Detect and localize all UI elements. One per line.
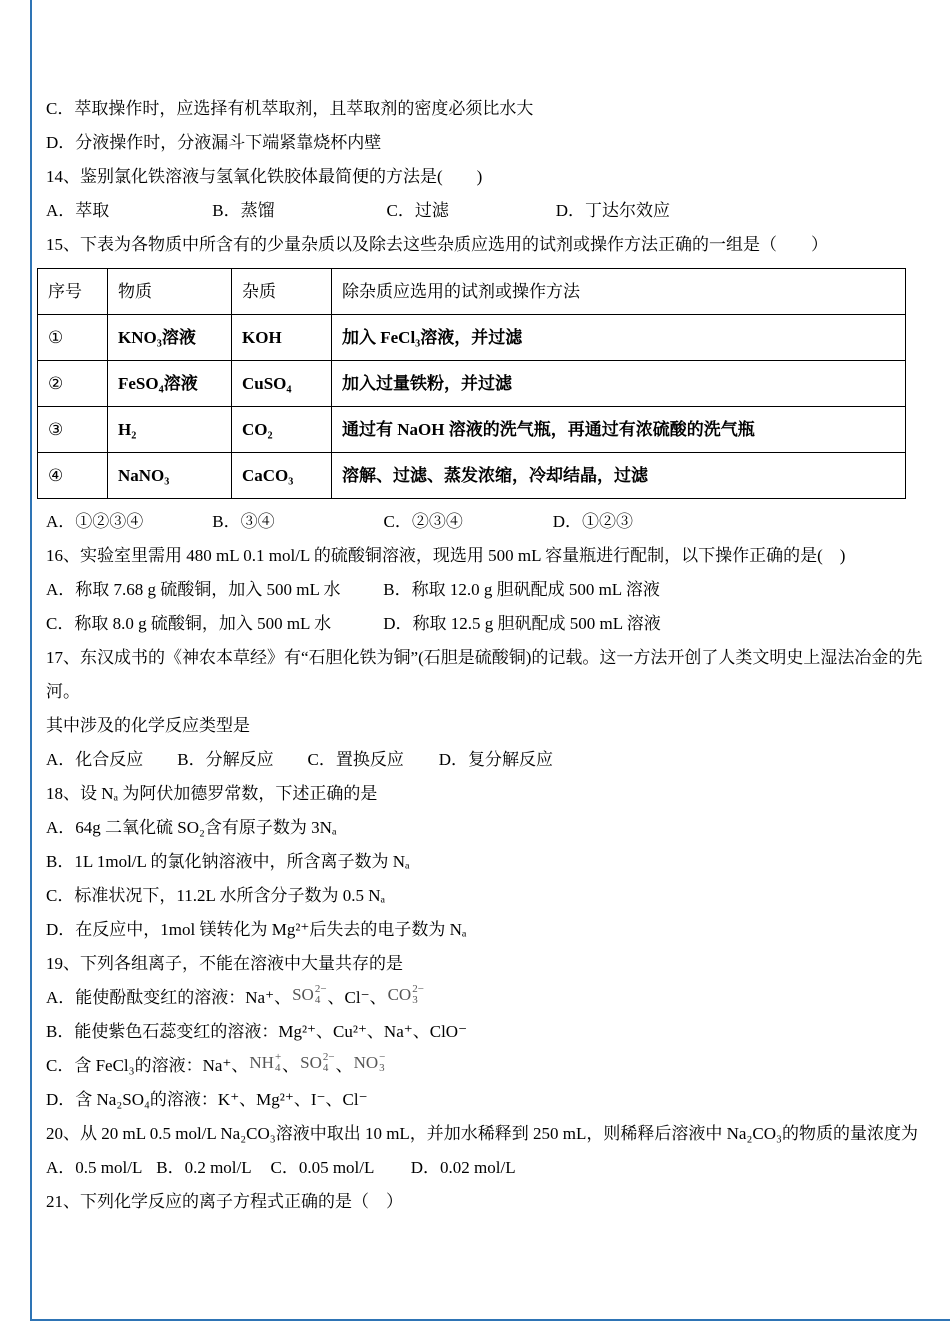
formula-subscript: 3 [412, 994, 418, 1006]
q20-option-c: C．0.05 mol/L [270, 1158, 375, 1177]
q17-option-c: C．置换反应 [307, 750, 404, 769]
formula-subscript: 4 [274, 1062, 281, 1074]
formula-base: NO [353, 1053, 379, 1072]
table-row-1 [38, 315, 906, 361]
q19-option-b: B．能使紫色石蕊变红的溶液：Mg²⁺、Cu²⁺、Na⁺、ClO⁻ [46, 1022, 468, 1041]
q20-options-row [46, 1151, 934, 1185]
q14-option-c: C．过滤 [386, 201, 449, 220]
q18-option-c: C．标准状况下，11.2L 水所含分子数为 0.5 Nₐ [46, 886, 386, 905]
formula-base: CO [387, 985, 412, 1004]
formula-scripts [412, 984, 424, 1006]
row1-substance: KNO₃溶液 [108, 315, 232, 361]
row4-method: 溶解、过滤、蒸发浓缩，冷却结晶，过滤 [332, 453, 906, 499]
carbonate-ion-formula [388, 978, 424, 1012]
q19-c-sep2: 、 [335, 1056, 353, 1075]
nitrate-ion-formula [354, 1046, 386, 1080]
q14-option-b: B．蒸馏 [212, 201, 275, 220]
q17-stem-line1: 17、东汉成书的《神农本草经》有“石胆化铁为铜”(石胆是硫酸铜)的记载。这一方法开创了人类文明史上湿法冶金的先河。 [46, 648, 923, 701]
row3-impurity: CO₂ [232, 407, 332, 453]
q18-option-a: A．64g 二氧化硫 SO₂含有原子数为 3Nₐ [46, 818, 337, 837]
q16-options-row-cd [46, 607, 934, 641]
formula-superscript: + [274, 1051, 282, 1063]
formula-superscript: 2− [314, 983, 327, 995]
formula-superscript: 2− [322, 1051, 335, 1063]
q19-a-text: A．能使酚酞变红的溶液：Na⁺、 [46, 988, 292, 1007]
q16-option-c: C．称取 8.0 g 硫酸铜，加入 500 mL 水 [46, 614, 332, 633]
formula-subscript: 4 [314, 994, 321, 1006]
q15-impurity-table [37, 268, 906, 499]
q18-option-d: D．在反应中，1mol 镁转化为 Mg²⁺后失去的电子数为 Nₐ [46, 920, 467, 939]
q17-options-row [46, 743, 934, 777]
q15-options-row [46, 505, 934, 539]
table-header-row [38, 269, 906, 315]
q19-stem: 19、下列各组离子，不能在溶液中大量共存的是 [46, 954, 403, 973]
q19-c-text: C．含 FeCl₃的溶液：Na⁺、 [46, 1056, 249, 1075]
row1-method: 加入 FeCl₃溶液，并过滤 [332, 315, 906, 361]
formula-base: SO [292, 985, 314, 1004]
row1-index: ① [38, 315, 108, 361]
formula-base: NH [249, 1053, 274, 1072]
q14-option-a: A．萃取 [46, 201, 110, 220]
row1-impurity: KOH [232, 315, 332, 361]
q15-option-a: A．①②③④ [46, 512, 144, 531]
formula-superscript: 2− [412, 983, 424, 995]
row3-substance: H₂ [108, 407, 232, 453]
q19-option-a [46, 981, 934, 1015]
header-cell-impurity: 杂质 [232, 269, 332, 315]
q16-option-b: B．称取 12.0 g 胆矾配成 500 mL 溶液 [383, 580, 660, 599]
ammonium-ion-formula [249, 1046, 281, 1080]
row4-index: ④ [38, 453, 108, 499]
sulfate-ion-formula [292, 978, 326, 1012]
table-row-2 [38, 361, 906, 407]
q16-option-a: A．称取 7.68 g 硫酸铜，加入 500 mL 水 [46, 580, 341, 599]
q18-stem: 18、设 Nₐ 为阿伏加德罗常数，下述正确的是 [46, 784, 378, 803]
q20-stem: 20、从 20 mL 0.5 mol/L Na₂CO₃溶液中取出 10 mL，并加水稀释到 250 mL，则稀释后溶液中 Na₂CO₃的物质的量浓度为 [46, 1124, 918, 1143]
formula-subscript: 4 [322, 1062, 329, 1074]
page-border-bottom [30, 1319, 950, 1321]
q15-option-c: C．②③④ [383, 512, 463, 531]
q17-stem-line2: 其中涉及的化学反应类型是 [46, 716, 250, 735]
q18-option-b: B．1L 1mol/L 的氯化钠溶液中，所含离子数为 Nₐ [46, 852, 410, 871]
formula-superscript: − [379, 1051, 386, 1063]
q14-option-d: D．丁达尔效应 [555, 201, 671, 220]
row2-index: ② [38, 361, 108, 407]
formula-scripts [315, 984, 327, 1006]
table-row-4 [38, 453, 906, 499]
row4-impurity: CaCO₃ [232, 453, 332, 499]
q20-option-a: A．0.5 mol/L [46, 1158, 143, 1177]
q15-option-b: B．③④ [212, 512, 275, 531]
sulfate-ion-formula [300, 1046, 334, 1080]
q19-option-d: D．含 Na₂SO₄的溶液：K⁺、Mg²⁺、I⁻、Cl⁻ [46, 1090, 368, 1109]
q17-option-b: B．分解反应 [177, 750, 274, 769]
formula-scripts [323, 1052, 335, 1074]
q19-option-c [46, 1049, 934, 1083]
row2-impurity: CuSO₄ [232, 361, 332, 407]
row2-substance: FeSO₄溶液 [108, 361, 232, 407]
q19-c-sep1: 、 [282, 1056, 300, 1075]
q16-option-d: D．称取 12.5 g 胆矾配成 500 mL 溶液 [383, 614, 661, 633]
q13-option-d: D．分液操作时，分液漏斗下端紧靠烧杯内壁 [46, 133, 382, 152]
q17-option-a: A．化合反应 [46, 750, 144, 769]
header-cell-index: 序号 [38, 269, 108, 315]
row2-method: 加入过量铁粉，并过滤 [332, 361, 906, 407]
header-cell-method: 除杂质应选用的试剂或操作方法 [332, 269, 906, 315]
q21-stem: 21、下列化学反应的离子方程式正确的是（ ） [46, 1192, 403, 1211]
q20-option-d: D．0.02 mol/L [410, 1158, 516, 1177]
row4-substance: NaNO₃ [108, 453, 232, 499]
q14-options-row [46, 194, 934, 228]
table-row-3 [38, 407, 906, 453]
q16-options-row-ab [46, 573, 934, 607]
q14-stem: 14、鉴别氯化铁溶液与氢氧化铁胶体最简便的方法是( ) [46, 167, 483, 186]
row3-method: 通过有 NaOH 溶液的洗气瓶，再通过有浓硫酸的洗气瓶 [332, 407, 906, 453]
q13-option-c: C．萃取操作时，应选择有机萃取剂，且萃取剂的密度必须比水大 [46, 99, 534, 118]
formula-base: SO [300, 1053, 322, 1072]
q17-option-d: D．复分解反应 [438, 750, 554, 769]
q16-stem: 16、实验室里需用 480 mL 0.1 mol/L 的硫酸铜溶液，现选用 500 mL 容量瓶进行配制，以下操作正确的是( ) [46, 546, 846, 565]
row3-index: ③ [38, 407, 108, 453]
q20-option-b: B．0.2 mol/L [156, 1158, 252, 1177]
formula-subscript: 3 [379, 1062, 385, 1074]
q19-a-text-mid: 、Cl⁻、 [327, 988, 387, 1007]
formula-scripts [379, 1052, 385, 1074]
formula-scripts [275, 1052, 281, 1074]
q15-stem: 15、下表为各物质中所含有的少量杂质以及除去这些杂质应选用的试剂或操作方法正确的一组是（ ） [46, 235, 828, 254]
q15-option-d: D．①②③ [552, 512, 634, 531]
header-cell-substance: 物质 [108, 269, 232, 315]
